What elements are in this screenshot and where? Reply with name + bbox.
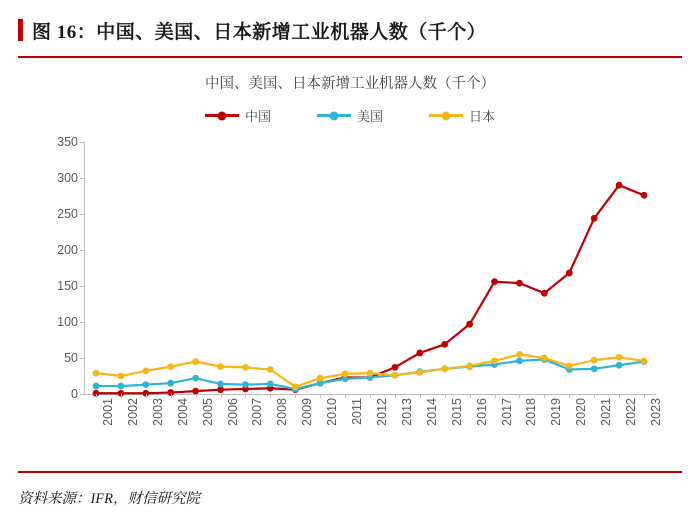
series-point: [118, 373, 125, 380]
y-tick-mark: [80, 394, 84, 395]
x-tick-label: 2020: [574, 398, 589, 426]
x-tick-label: 2005: [200, 398, 215, 426]
x-tick-label: 2014: [424, 398, 439, 426]
legend-item: [205, 106, 271, 125]
x-tick-label: 2017: [499, 398, 514, 426]
series-point: [441, 365, 448, 372]
y-tick-mark: [80, 322, 84, 323]
x-tick-label: 2010: [325, 398, 340, 426]
chart-legend: [18, 106, 682, 125]
title-accent-bar: [18, 19, 23, 41]
series-point: [616, 362, 623, 369]
x-tick-mark: [196, 394, 197, 398]
y-tick-mark: [80, 142, 84, 143]
x-tick-mark: [171, 394, 172, 398]
legend-item: [317, 106, 383, 125]
series-point: [242, 381, 249, 388]
series-point: [566, 270, 573, 277]
series-point: [292, 383, 299, 390]
x-tick-label: 2011: [350, 398, 365, 425]
x-tick-mark: [619, 394, 620, 398]
series-point: [466, 363, 473, 370]
x-tick-label: 2021: [599, 398, 614, 426]
series-lines: [84, 142, 656, 394]
x-tick-label: 2002: [125, 398, 140, 426]
series-point: [466, 321, 473, 328]
x-tick-mark: [295, 394, 296, 398]
x-tick-label: 2018: [524, 398, 539, 426]
series-point: [516, 357, 523, 364]
x-tick-mark: [245, 394, 246, 398]
x-tick-mark: [345, 394, 346, 398]
x-tick-label: 2015: [449, 398, 464, 426]
x-tick-mark: [569, 394, 570, 398]
chart-container: [18, 58, 682, 471]
x-tick-label: 2001: [101, 398, 115, 426]
series-point: [566, 363, 573, 370]
y-tick-mark: [80, 214, 84, 215]
x-tick-mark: [420, 394, 421, 398]
series-point: [541, 355, 548, 362]
x-tick-mark: [594, 394, 595, 398]
series-point: [192, 358, 199, 365]
x-tick-mark: [495, 394, 496, 398]
x-tick-label: 2019: [549, 398, 564, 426]
series-line: [96, 185, 644, 393]
series-point: [93, 383, 100, 390]
y-tick-label: 200: [57, 243, 78, 257]
series-point: [342, 370, 349, 377]
chart-title: 中国、美国、日本新增工业机器人数（千个）: [205, 76, 495, 92]
y-tick-label: 250: [57, 207, 78, 221]
series-point: [416, 369, 423, 376]
series-point: [217, 363, 224, 370]
series-point: [142, 368, 149, 375]
plot-area: [84, 142, 656, 394]
x-tick-label: 2013: [399, 398, 414, 426]
series-point: [491, 278, 498, 285]
legend-swatch: [205, 114, 239, 117]
x-tick-mark: [445, 394, 446, 398]
x-tick-mark: [519, 394, 520, 398]
series-point: [516, 280, 523, 287]
series-point: [491, 357, 498, 364]
x-tick-mark: [544, 394, 545, 398]
x-tick-label: 2003: [150, 398, 165, 426]
y-tick-label: 50: [64, 351, 78, 365]
series-point: [641, 192, 648, 199]
y-tick-label: 350: [57, 135, 78, 149]
y-tick-label: 0: [71, 387, 78, 401]
x-tick-mark: [320, 394, 321, 398]
series-point: [217, 381, 224, 388]
series-point: [591, 215, 598, 222]
x-tick-mark: [221, 394, 222, 398]
series-point: [317, 375, 324, 382]
x-tick-mark: [644, 394, 645, 398]
y-tick-mark: [80, 178, 84, 179]
series-point: [392, 364, 399, 371]
legend-label: 美国: [356, 109, 383, 124]
y-tick-label: 300: [57, 171, 78, 185]
series-point: [267, 366, 274, 373]
x-tick-mark: [470, 394, 471, 398]
series-point: [392, 372, 399, 379]
page-title: 图 16：中国、美国、日本新增工业机器人数（千个）: [32, 21, 487, 43]
series-point: [516, 351, 523, 358]
x-tick-label: 2008: [275, 398, 290, 426]
x-tick-mark: [395, 394, 396, 398]
y-tick-mark: [80, 286, 84, 287]
figure-title-row: [18, 0, 682, 54]
x-tick-label: 2023: [649, 398, 663, 426]
series-point: [441, 341, 448, 348]
legend-label: 日本: [469, 109, 496, 124]
legend-swatch: [317, 114, 351, 117]
x-tick-label: 2022: [624, 398, 639, 426]
series-point: [118, 383, 125, 390]
legend-item: [429, 106, 495, 125]
series-point: [142, 381, 149, 388]
x-tick-mark: [146, 394, 147, 398]
y-tick-label: 100: [57, 315, 78, 329]
series-point: [267, 381, 274, 388]
x-tick-mark: [270, 394, 271, 398]
legend-swatch: [429, 114, 463, 117]
x-tick-label: 2016: [474, 398, 489, 426]
series-point: [616, 182, 623, 189]
y-tick-mark: [80, 250, 84, 251]
y-tick-label: 150: [57, 279, 78, 293]
series-point: [641, 357, 648, 364]
source-note: 资料来源：IFR，财信研究院: [18, 491, 201, 507]
series-point: [591, 365, 598, 372]
x-tick-labels: [84, 398, 663, 468]
series-point: [591, 357, 598, 364]
y-tick-mark: [80, 358, 84, 359]
x-tick-label: 2009: [300, 398, 315, 426]
x-tick-mark: [121, 394, 122, 398]
series-point: [93, 370, 100, 377]
legend-label: 中国: [244, 109, 271, 124]
x-tick-label: 2006: [225, 398, 240, 426]
series-point: [167, 380, 174, 387]
x-tick-mark: [370, 394, 371, 398]
series-point: [416, 350, 423, 357]
x-tick-label: 2012: [375, 398, 389, 426]
series-point: [192, 375, 199, 382]
x-tick-label: 2004: [175, 398, 190, 426]
series-point: [541, 290, 548, 297]
x-tick-mark: [96, 394, 97, 398]
series-point: [367, 370, 374, 377]
series-point: [167, 363, 174, 370]
x-tick-label: 2007: [250, 398, 265, 426]
series-point: [242, 364, 249, 371]
series-point: [616, 354, 623, 361]
